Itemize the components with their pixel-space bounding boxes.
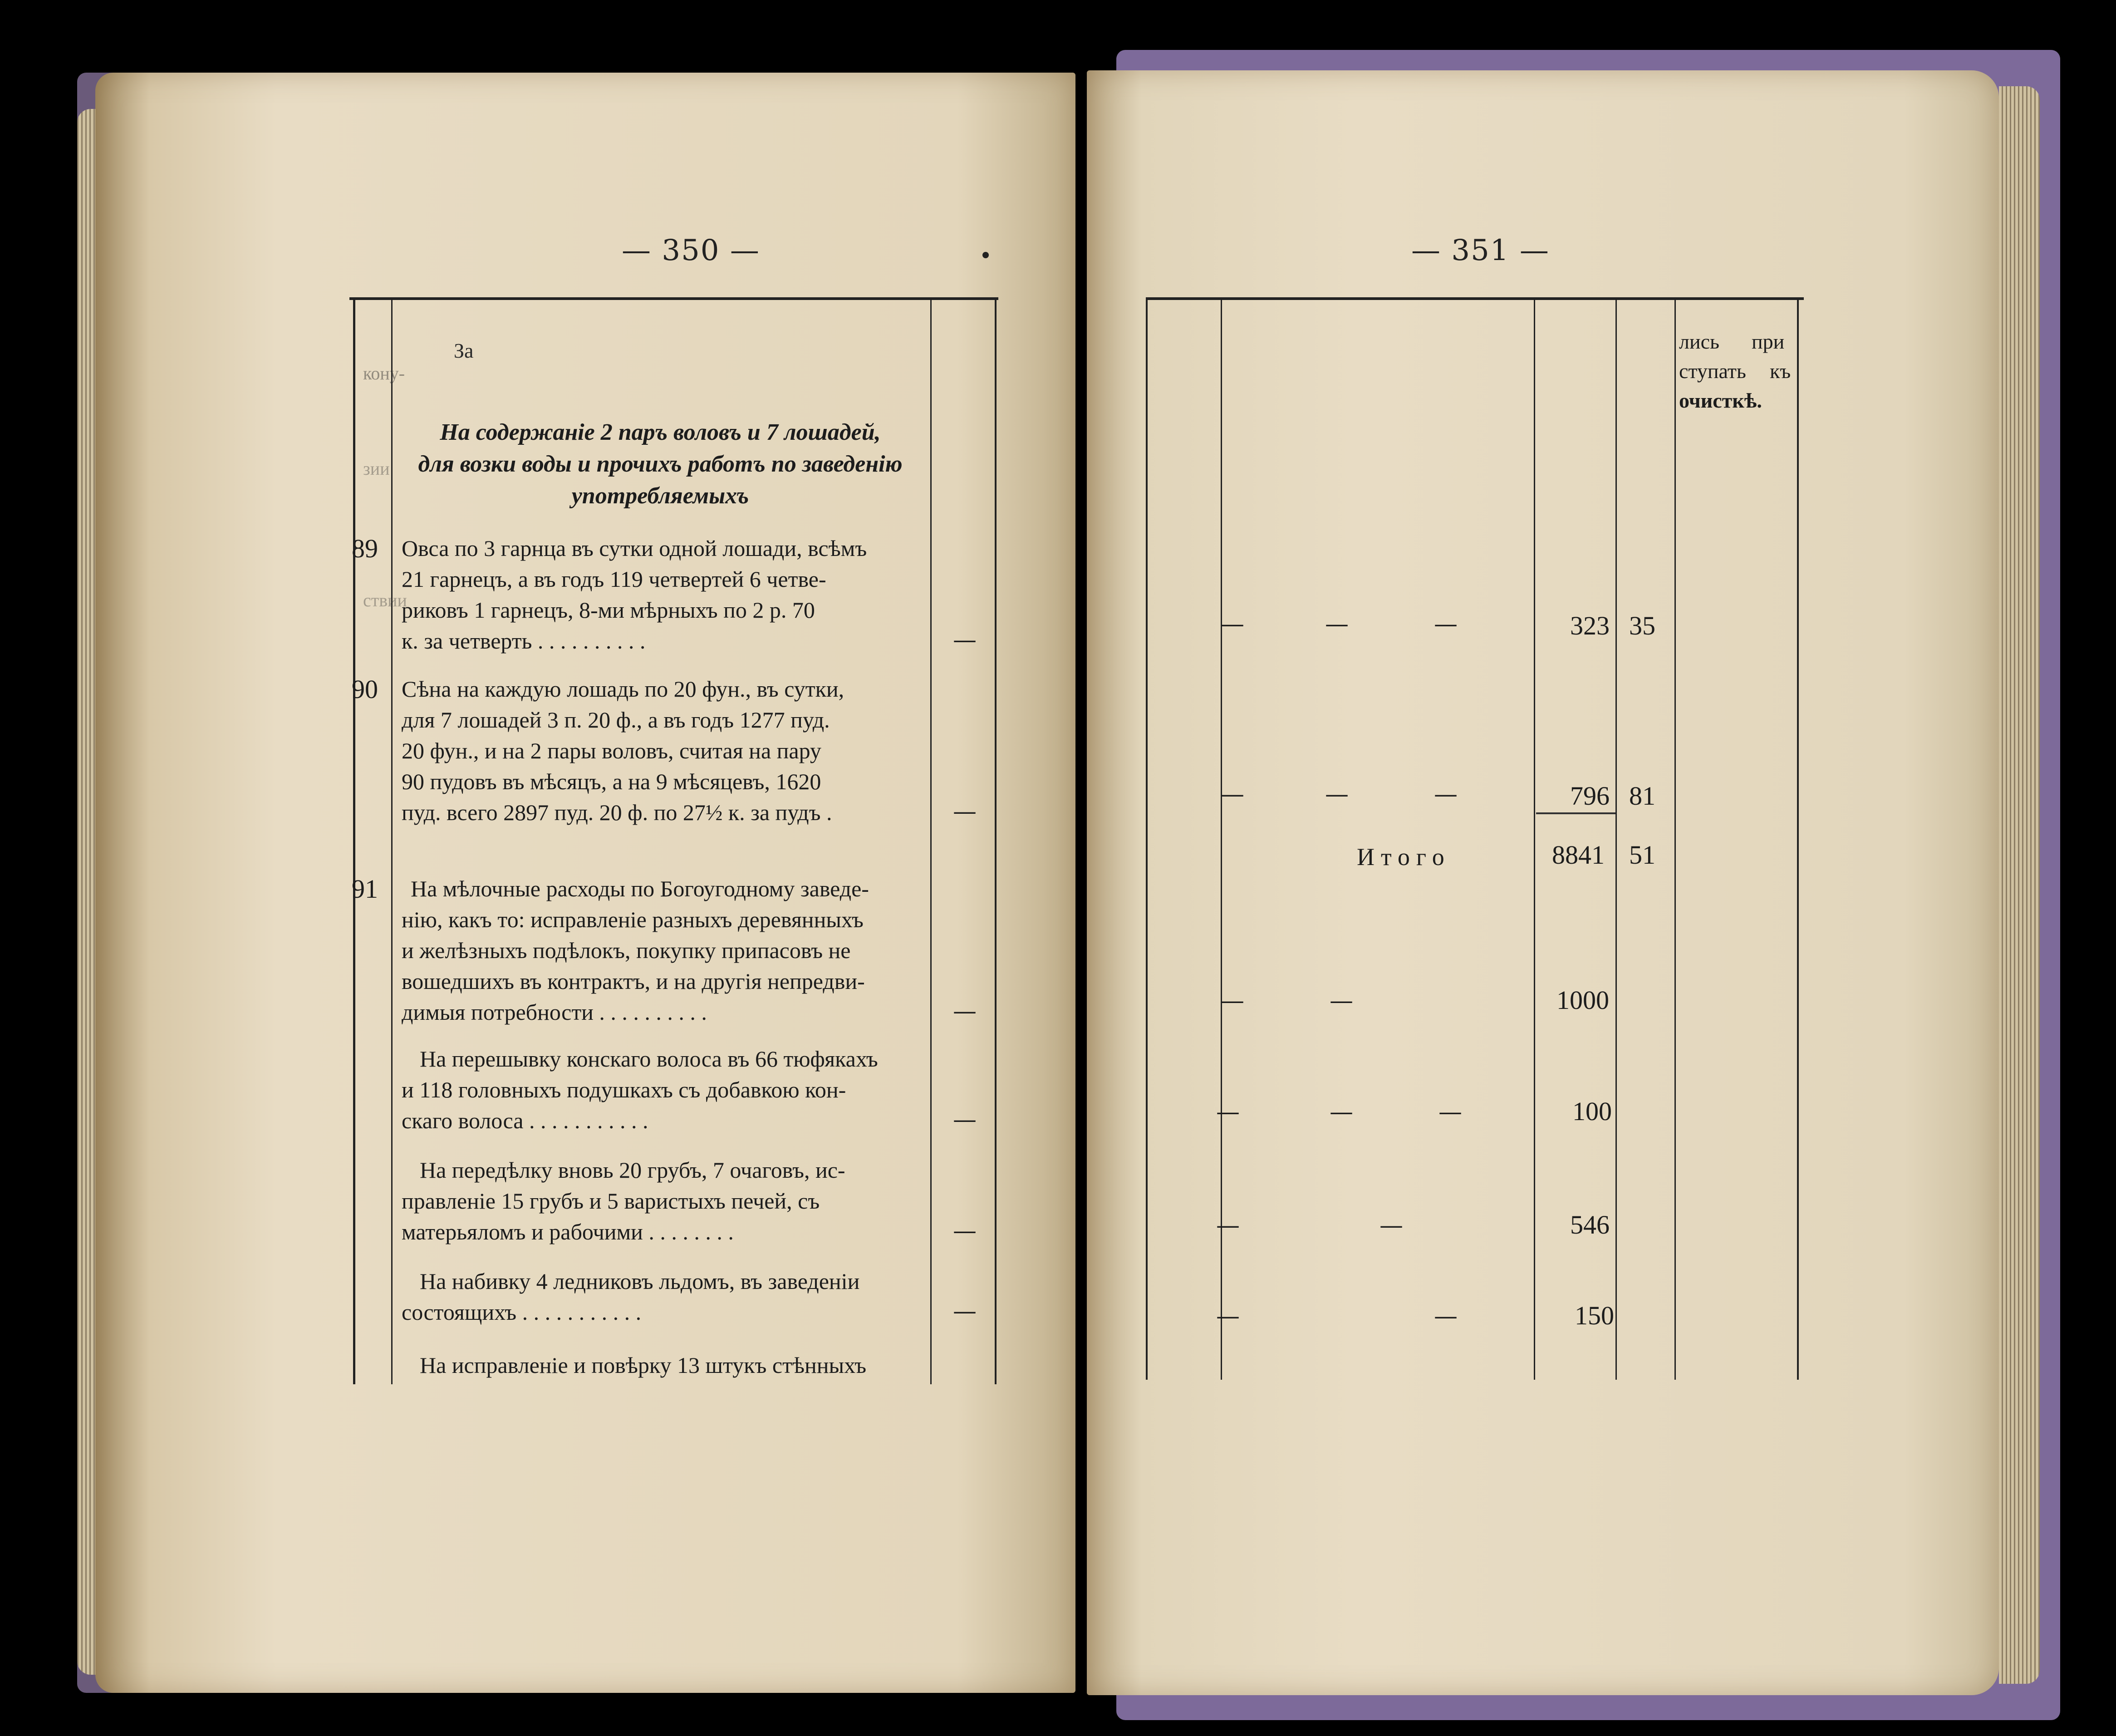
row-dash: — (1325, 610, 1349, 638)
entry-line: вошедшихъ въ контрактъ, и на другія непредви- (402, 969, 865, 994)
row-dash: — (1438, 1098, 1462, 1126)
entry-number: 89 (352, 534, 378, 563)
entry-line: На исправленіе и повѣрку 13 штукъ стѣнныхъ (420, 1352, 867, 1378)
amount-kopecks: 35 (1629, 611, 1655, 640)
entry-line: 90 пудовъ въ мѣсяцъ, а на 9 мѣсяцевъ, 1620 (402, 769, 821, 794)
left-heading-line-3: употребляемыхъ (571, 483, 749, 509)
margin-fragment: кону- (363, 363, 405, 384)
right-table-top-rule (1146, 297, 1804, 300)
entry-line: для 7 лошадей 3 п. 20 ф., а въ годъ 1277 пуд. (402, 707, 830, 733)
right-table-kop-col (1615, 300, 1617, 1380)
amount-rubles: 796 (1570, 781, 1610, 811)
entry-line: нію, какъ то: исправленіе разныхъ деревянныхъ (402, 907, 864, 932)
left-heading-line-2: для возки воды и прочихъ работъ по заведенію (418, 451, 903, 477)
side-word: лись (1679, 330, 1719, 353)
margin-fragment: зии (363, 458, 390, 479)
row-dash: — (1221, 781, 1244, 808)
entry-line: Овса по 3 гарнца въ сутки одной лошади, всѣмъ (402, 536, 867, 561)
amount-rubles: 1000 (1556, 985, 1609, 1015)
entry-amount: — (953, 626, 977, 654)
amount-rubles: 546 (1570, 1210, 1610, 1239)
row-dash: — (1216, 1212, 1240, 1239)
entry-line: состоящихъ . . . . . . . . . . . (402, 1299, 642, 1325)
row-dash: — (1434, 610, 1458, 638)
right-table-rub-col (1534, 300, 1535, 1380)
left-table-border (353, 300, 355, 1384)
side-word: ступать (1679, 359, 1746, 383)
left-heading-line-1: На содержаніе 2 паръ воловъ и 7 лошадей, (440, 419, 881, 445)
row-dash: — (1221, 987, 1244, 1014)
print-dot (982, 252, 989, 258)
entry-amount: — (953, 1106, 977, 1133)
entry-line: Сѣна на каждую лошадь по 20 фун., въ сутки, (402, 676, 844, 702)
entry-line: и 118 головныхъ подушкахъ съ добавкою кон- (402, 1077, 846, 1102)
amount-rubles: 150 (1575, 1301, 1614, 1330)
sum-rule (1536, 812, 1615, 814)
entry-line: матерьяломъ и рабочими . . . . . . . . (402, 1219, 734, 1244)
right-page (1087, 70, 1999, 1695)
entry-line: На набивку 4 ледниковъ льдомъ, въ заведеніи (420, 1269, 860, 1294)
row-dash: — (1330, 987, 1353, 1014)
entry-amount: — (953, 1298, 977, 1325)
entry-amount: — (953, 998, 977, 1025)
entry-line: правленіе 15 грубъ и 5 варистыхъ печей, съ (402, 1188, 820, 1214)
amount-rubles: 100 (1572, 1097, 1612, 1126)
amount-kopecks: 81 (1629, 781, 1655, 811)
row-dash: — (1221, 610, 1244, 638)
row-dash: — (1330, 1098, 1353, 1126)
row-dash: — (1434, 1303, 1458, 1330)
entry-line: На передѣлку вновь 20 грубъ, 7 очаговъ, ис- (420, 1157, 845, 1183)
entry-amount: — (953, 1217, 977, 1244)
entry-number: 90 (352, 674, 378, 704)
side-word: при (1752, 330, 1785, 353)
right-page-number: — 351 — (1411, 234, 1550, 267)
entry-line: димыя потребности . . . . . . . . . . (402, 999, 707, 1025)
entry-line: 21 гарнецъ, а въ годъ 119 четвертей 6 четве- (402, 566, 826, 592)
entry-amount: — (953, 798, 977, 825)
entry-line: пуд. всего 2897 пуд. 20 ф. по 27½ к. за пудъ . (402, 800, 832, 825)
entry-line: скаго волоса . . . . . . . . . . . (402, 1108, 648, 1133)
right-table-side-col (1674, 300, 1676, 1380)
entry-line: и желѣзныхъ подѣлокъ, покупку припасовъ не (402, 938, 851, 963)
total-kopecks: 51 (1629, 840, 1655, 870)
entry-line: На мѣлочные расходы по Богоугодному заведе- (411, 876, 869, 901)
entry-line: к. за четверть . . . . . . . . . . (402, 628, 646, 654)
side-word: къ (1770, 359, 1791, 383)
entry-line: 20 фун., и на 2 пары воловъ, считая на пару (402, 738, 821, 763)
left-table-amount-col (930, 300, 932, 1384)
right-table-right-border (1797, 300, 1799, 1380)
left-page-number: — 350 — (622, 234, 760, 267)
row-dash: — (1216, 1098, 1240, 1126)
row-dash: — (1216, 1303, 1240, 1330)
amount-rubles: 323 (1570, 611, 1610, 640)
total-label: Итого (1357, 843, 1451, 870)
left-table-right-border (995, 300, 997, 1384)
row-dash: — (1434, 781, 1458, 808)
total-rubles: 8841 (1552, 840, 1605, 870)
entry-line: На перешывку конскаго волоса въ 66 тюфякахъ (420, 1046, 878, 1072)
row-dash: — (1380, 1212, 1403, 1239)
margin-fragment: За (454, 339, 474, 362)
entry-number: 91 (352, 874, 378, 904)
left-table-num-col (391, 300, 393, 1384)
right-table-border (1146, 300, 1148, 1380)
row-dash: — (1325, 781, 1349, 808)
margin-fragment: ствии (363, 590, 407, 610)
entry-line: риковъ 1 гарнецъ, 8-ми мѣрныхъ по 2 р. 70 (402, 597, 815, 623)
side-word: очисткѣ. (1679, 389, 1762, 412)
page-edges-right (1999, 86, 2040, 1684)
